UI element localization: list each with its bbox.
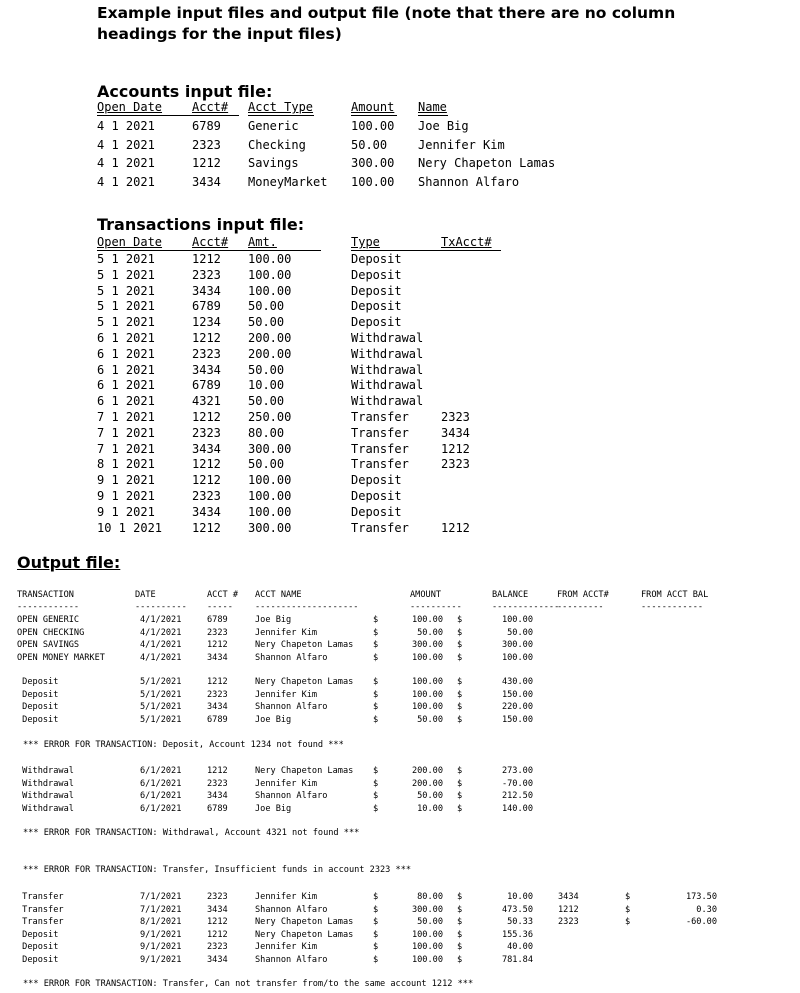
output-date: 5/1/2021	[140, 677, 182, 687]
table-cell-acct: 3434	[192, 504, 221, 519]
output-dollar: $	[373, 942, 379, 953]
table-cell-tx: 2323	[441, 410, 470, 424]
output-dollar: $	[373, 615, 379, 625]
table-cell-type: Deposit	[351, 267, 402, 282]
output-name: Shannon Alfaro	[255, 702, 328, 713]
output-acct: 6789	[207, 803, 228, 814]
output-dollar: $	[373, 803, 379, 814]
output-acct: 1212	[207, 929, 228, 940]
output-column-header: FROM ACCT#	[557, 590, 609, 600]
output-transaction: Deposit	[17, 929, 59, 940]
output-dollar: $	[457, 714, 463, 725]
table-cell-name: Jennifer Kim	[418, 137, 505, 152]
output-balance: 10.00	[507, 892, 533, 902]
output-dollar: $	[457, 791, 463, 802]
output-column-header: ACCT NAME	[255, 590, 302, 600]
table-cell-amt: 200.00	[248, 346, 292, 361]
output-amount: 300.00	[411, 904, 443, 915]
output-name: Nery Chapeton Lamas	[255, 766, 354, 776]
table-cell-amt: 300.00	[248, 441, 292, 456]
output-amount: 200.00	[411, 766, 443, 776]
output-date: 4/1/2021	[140, 640, 182, 651]
table-cell-date: 7 1 2021	[97, 425, 155, 440]
output-name: Joe Big	[255, 615, 292, 625]
output-dollar: $	[373, 904, 379, 915]
output-name: Shannon Alfaro	[255, 791, 328, 802]
output-header-rule: -------------	[492, 602, 560, 612]
table-cell-acct: 1234	[192, 315, 221, 330]
table-cell-amt: 80.00	[248, 425, 285, 440]
output-dollar: $	[457, 892, 463, 902]
table-cell-amt: 100.00	[248, 283, 292, 298]
column-header: Acct Type	[248, 100, 314, 114]
table-cell-type: Deposit	[351, 283, 402, 298]
table-cell-tx: 2323	[441, 457, 470, 472]
output-acct: 6789	[207, 615, 228, 625]
table-cell-date: 9 1 2021	[97, 489, 155, 503]
table-cell-acct: 4321	[192, 394, 221, 409]
table-cell-date: 9 1 2021	[97, 504, 155, 519]
table-cell-tx: 1212	[441, 441, 470, 456]
output-heading: Output file:	[17, 553, 121, 572]
output-transaction: Deposit	[17, 955, 59, 965]
output-dollar: $	[373, 892, 379, 902]
output-dollar: $	[457, 778, 463, 789]
table-cell-date: 5 1 2021	[97, 299, 155, 314]
header-rule	[418, 115, 448, 116]
output-dollar: $	[373, 955, 379, 965]
output-dollar: $	[373, 929, 379, 940]
output-name: Nery Chapeton Lamas	[255, 640, 354, 651]
output-date: 6/1/2021	[140, 778, 182, 789]
table-cell-type: Transfer	[351, 457, 409, 472]
column-header: Open Date	[97, 235, 163, 249]
output-name: Nery Chapeton Lamas	[255, 929, 354, 940]
output-date: 8/1/2021	[140, 917, 182, 928]
output-header-rule: ----------	[410, 602, 462, 612]
output-from-acct: 2323	[558, 917, 579, 928]
output-amount: 50.00	[417, 791, 443, 802]
table-cell-amt: 100.00	[248, 489, 292, 503]
output-amount: 100.00	[411, 677, 443, 687]
table-cell-amt: 100.00	[248, 473, 292, 488]
output-transaction: Withdrawal	[17, 803, 74, 814]
table-cell-amt: 50.00	[248, 457, 285, 472]
output-balance: 781.84	[501, 955, 533, 965]
output-dollar: $	[625, 917, 631, 928]
output-amount: 100.00	[411, 942, 443, 953]
table-cell-acct: 1212	[192, 457, 221, 472]
header-rule	[351, 250, 501, 251]
column-header: Amt.	[248, 235, 277, 249]
column-header: Acct#	[192, 235, 229, 249]
output-dollar: $	[373, 652, 379, 663]
output-dollar: $	[457, 803, 463, 814]
output-balance: 300.00	[501, 640, 533, 651]
output-transaction: Withdrawal	[17, 778, 74, 789]
output-amount: 100.00	[411, 929, 443, 940]
header-rule	[248, 115, 314, 116]
output-acct: 3434	[207, 904, 228, 915]
output-balance: 100.00	[501, 652, 533, 663]
table-cell-date: 5 1 2021	[97, 267, 155, 282]
table-cell-date: 4 1 2021	[97, 137, 155, 152]
output-acct: 2323	[207, 942, 228, 953]
output-amount: 50.00	[417, 917, 443, 928]
table-cell-date: 7 1 2021	[97, 441, 155, 456]
table-cell-acct: 2323	[192, 267, 221, 282]
table-cell-type: Withdrawal	[351, 378, 424, 393]
output-name: Jennifer Kim	[255, 627, 318, 638]
table-cell-acct: 6789	[192, 378, 221, 393]
table-cell-type: Deposit	[351, 299, 402, 314]
output-date: 7/1/2021	[140, 892, 182, 902]
output-acct: 3434	[207, 702, 228, 713]
output-transaction: OPEN CHECKING	[17, 627, 85, 638]
output-transaction: OPEN SAVINGS	[17, 640, 80, 651]
table-cell-amt: 250.00	[248, 410, 292, 424]
table-cell-acct: 3434	[192, 283, 221, 298]
table-cell-amount: 100.00	[351, 174, 395, 189]
output-acct: 2323	[207, 689, 228, 700]
output-balance: 100.00	[501, 615, 533, 625]
table-cell-date: 5 1 2021	[97, 252, 155, 266]
table-cell-date: 5 1 2021	[97, 283, 155, 298]
output-balance: 155.36	[501, 929, 533, 940]
output-acct: 1212	[207, 677, 228, 687]
column-header: Name	[418, 100, 447, 114]
output-acct: 3434	[207, 791, 228, 802]
output-dollar: $	[373, 627, 379, 638]
output-amount: 100.00	[411, 702, 443, 713]
table-cell-date: 8 1 2021	[97, 457, 155, 472]
output-balance: 212.50	[501, 791, 533, 802]
output-amount: 200.00	[411, 778, 443, 789]
table-cell-type: Deposit	[351, 504, 402, 519]
output-dollar: $	[457, 942, 463, 953]
output-amount: 80.00	[417, 892, 443, 902]
table-cell-name: Shannon Alfaro	[418, 174, 520, 189]
output-date: 6/1/2021	[140, 791, 182, 802]
table-cell-type: Deposit	[351, 252, 402, 266]
table-cell-type: Deposit	[351, 315, 402, 330]
output-column-header: ACCT #	[207, 590, 239, 600]
output-balance: 40.00	[507, 942, 533, 953]
output-acct: 2323	[207, 778, 228, 789]
output-transaction: Transfer	[17, 917, 64, 928]
table-cell-date: 6 1 2021	[97, 378, 155, 393]
output-name: Jennifer Kim	[255, 778, 318, 789]
table-cell-date: 4 1 2021	[97, 156, 155, 170]
table-cell-type: Transfer	[351, 410, 409, 424]
output-amount: 50.00	[417, 627, 443, 638]
table-cell-date: 7 1 2021	[97, 410, 155, 424]
output-date: 4/1/2021	[140, 615, 182, 625]
output-transaction: Withdrawal	[17, 766, 74, 776]
table-cell-acct: 3434	[192, 174, 221, 189]
output-dollar: $	[457, 929, 463, 940]
output-dollar: $	[625, 904, 631, 915]
output-acct: 2323	[207, 627, 228, 638]
column-header: Amount	[351, 100, 395, 114]
output-transaction: Transfer	[17, 904, 64, 915]
table-cell-type: MoneyMarket	[248, 174, 328, 189]
output-dollar: $	[373, 677, 379, 687]
output-dollar: $	[457, 640, 463, 651]
output-from-bal: 173.50	[685, 892, 717, 902]
table-cell-acct: 1212	[192, 252, 221, 266]
table-cell-amt: 200.00	[248, 331, 292, 345]
output-date: 4/1/2021	[140, 627, 182, 638]
output-date: 5/1/2021	[140, 714, 182, 725]
output-transaction: Deposit	[17, 677, 59, 687]
output-dollar: $	[373, 791, 379, 802]
page-title: Example input files and output file (note that there are no column headings for the input files)	[97, 4, 676, 43]
output-dollar: $	[373, 917, 379, 928]
table-cell-type: Transfer	[351, 520, 409, 535]
column-header: Acct#	[192, 100, 229, 114]
output-amount: 50.00	[417, 714, 443, 725]
output-transaction: OPEN GENERIC	[17, 615, 80, 625]
output-transaction: Withdrawal	[17, 791, 74, 802]
header-rule	[351, 115, 397, 116]
output-acct: 2323	[207, 892, 228, 902]
output-header-rule: --------------------	[255, 602, 359, 612]
table-cell-name: Joe Big	[418, 119, 469, 133]
output-date: 9/1/2021	[140, 955, 182, 965]
output-dollar: $	[457, 702, 463, 713]
table-cell-date: 5 1 2021	[97, 315, 155, 330]
table-cell-amt: 300.00	[248, 520, 292, 535]
output-name: Shannon Alfaro	[255, 955, 328, 965]
output-transaction: Deposit	[17, 689, 59, 700]
table-cell-acct: 2323	[192, 137, 221, 152]
output-dollar: $	[457, 689, 463, 700]
output-dollar: $	[373, 702, 379, 713]
output-from-bal: 0.30	[696, 904, 717, 915]
table-cell-acct: 2323	[192, 346, 221, 361]
output-name: Jennifer Kim	[255, 689, 318, 700]
output-header-rule: ----------	[135, 602, 187, 612]
table-cell-date: 6 1 2021	[97, 346, 155, 361]
table-cell-acct: 1212	[192, 473, 221, 488]
output-date: 5/1/2021	[140, 689, 182, 700]
output-amount: 100.00	[411, 955, 443, 965]
table-cell-date: 10 1 2021	[97, 520, 163, 535]
table-cell-acct: 6789	[192, 119, 221, 133]
table-cell-amt: 10.00	[248, 378, 285, 393]
output-balance: -70.00	[501, 778, 533, 789]
output-balance: 473.50	[501, 904, 533, 915]
output-name: Nery Chapeton Lamas	[255, 917, 354, 928]
output-transaction: Deposit	[17, 714, 59, 725]
table-cell-name: Nery Chapeton Lamas	[418, 156, 556, 170]
column-header: TxAcct#	[441, 235, 492, 249]
output-acct: 1212	[207, 917, 228, 928]
output-balance: 50.00	[507, 627, 533, 638]
table-cell-acct: 1212	[192, 156, 221, 170]
table-cell-amt: 100.00	[248, 504, 292, 519]
output-balance: 273.00	[501, 766, 533, 776]
output-date: 9/1/2021	[140, 942, 182, 953]
output-balance: 150.00	[501, 689, 533, 700]
table-cell-acct: 6789	[192, 299, 221, 314]
output-dollar: $	[457, 627, 463, 638]
output-dollar: $	[457, 955, 463, 965]
error-message: *** ERROR FOR TRANSACTION: Transfer, Can not transfer from/to the same account 1212 ***	[23, 979, 474, 989]
output-from-acct: 1212	[558, 904, 579, 915]
table-cell-date: 6 1 2021	[97, 394, 155, 409]
output-column-header: TRANSACTION	[17, 590, 74, 600]
table-cell-acct: 2323	[192, 489, 221, 503]
output-balance: 140.00	[501, 803, 533, 814]
table-cell-tx: 3434	[441, 425, 470, 440]
output-date: 5/1/2021	[140, 702, 182, 713]
output-dollar: $	[457, 917, 463, 928]
table-cell-type: Withdrawal	[351, 331, 424, 345]
column-header: Open Date	[97, 100, 163, 114]
output-dollar: $	[373, 640, 379, 651]
output-header-rule: -----	[207, 602, 233, 612]
output-name: Jennifer Kim	[255, 942, 318, 953]
table-cell-type: Checking	[248, 137, 306, 152]
table-cell-type: Withdrawal	[351, 362, 424, 377]
output-dollar: $	[457, 904, 463, 915]
output-column-header: DATE	[135, 590, 156, 600]
column-header: Type	[351, 235, 380, 249]
table-cell-amount: 100.00	[351, 119, 395, 133]
header-rule	[97, 115, 239, 116]
transactions-heading: Transactions input file:	[97, 215, 305, 234]
output-balance: 50.33	[507, 917, 533, 928]
table-cell-acct: 3434	[192, 441, 221, 456]
output-dollar: $	[625, 892, 631, 902]
output-column-header: FROM ACCT BAL	[641, 590, 709, 600]
output-dollar: $	[373, 766, 379, 776]
output-dollar: $	[373, 689, 379, 700]
table-cell-type: Withdrawal	[351, 346, 424, 361]
output-balance: 150.00	[501, 714, 533, 725]
table-cell-amt: 50.00	[248, 299, 285, 314]
output-name: Shannon Alfaro	[255, 652, 328, 663]
output-name: Joe Big	[255, 714, 292, 725]
output-transaction: Deposit	[17, 942, 59, 953]
output-acct: 1212	[207, 640, 228, 651]
header-rule	[97, 250, 321, 251]
table-cell-date: 6 1 2021	[97, 362, 155, 377]
table-cell-acct: 1212	[192, 520, 221, 535]
accounts-heading: Accounts input file:	[97, 82, 273, 101]
table-cell-acct: 2323	[192, 425, 221, 440]
table-cell-acct: 3434	[192, 362, 221, 377]
output-amount: 100.00	[411, 689, 443, 700]
table-cell-amount: 300.00	[351, 156, 395, 170]
table-cell-tx: 1212	[441, 520, 470, 535]
output-amount: 100.00	[411, 615, 443, 625]
output-date: 9/1/2021	[140, 929, 182, 940]
output-amount: 100.00	[411, 652, 443, 663]
output-dollar: $	[457, 677, 463, 687]
output-name: Shannon Alfaro	[255, 904, 328, 915]
table-cell-amt: 50.00	[248, 394, 285, 409]
output-acct: 3434	[207, 652, 228, 663]
output-dollar: $	[457, 766, 463, 776]
table-cell-type: Deposit	[351, 473, 402, 488]
output-header-rule: ------------	[641, 602, 704, 612]
output-column-header: BALANCE	[492, 590, 529, 600]
table-cell-type: Withdrawal	[351, 394, 424, 409]
output-column-header: AMOUNT	[410, 590, 442, 600]
table-cell-acct: 1212	[192, 410, 221, 424]
table-cell-date: 6 1 2021	[97, 331, 155, 345]
output-transaction: Deposit	[17, 702, 59, 713]
error-message: *** ERROR FOR TRANSACTION: Transfer, Insufficient funds in account 2323 ***	[23, 865, 412, 875]
output-header-rule: ------------	[17, 602, 80, 612]
error-message: *** ERROR FOR TRANSACTION: Withdrawal, Account 4321 not found ***	[23, 828, 360, 838]
output-from-bal: -60.00	[685, 917, 717, 928]
output-balance: 430.00	[501, 677, 533, 687]
output-dollar: $	[373, 714, 379, 725]
output-amount: 300.00	[411, 640, 443, 651]
output-date: 6/1/2021	[140, 766, 182, 776]
table-cell-amount: 50.00	[351, 137, 388, 152]
table-cell-acct: 1212	[192, 331, 221, 345]
output-amount: 10.00	[417, 803, 443, 814]
output-acct: 1212	[207, 766, 228, 776]
table-cell-type: Deposit	[351, 489, 402, 503]
output-transaction: Transfer	[17, 892, 64, 902]
table-cell-amt: 50.00	[248, 315, 285, 330]
output-dollar: $	[373, 778, 379, 789]
table-cell-amt: 100.00	[248, 252, 292, 266]
table-cell-amt: 100.00	[248, 267, 292, 282]
output-balance: 220.00	[501, 702, 533, 713]
output-name: Joe Big	[255, 803, 292, 814]
table-cell-date: 4 1 2021	[97, 174, 155, 189]
table-cell-date: 9 1 2021	[97, 473, 155, 488]
table-cell-type: Savings	[248, 156, 299, 170]
output-acct: 3434	[207, 955, 228, 965]
output-name: Nery Chapeton Lamas	[255, 677, 354, 687]
output-dollar: $	[457, 615, 463, 625]
output-transaction: OPEN MONEY MARKET	[17, 652, 105, 663]
output-acct: 6789	[207, 714, 228, 725]
output-dollar: $	[457, 652, 463, 663]
output-name: Jennifer Kim	[255, 892, 318, 902]
table-cell-type: Generic	[248, 119, 299, 133]
output-date: 4/1/2021	[140, 652, 182, 663]
output-date: 7/1/2021	[140, 904, 182, 915]
table-cell-type: Transfer	[351, 441, 409, 456]
table-cell-type: Transfer	[351, 425, 409, 440]
output-date: 6/1/2021	[140, 803, 182, 814]
table-cell-date: 4 1 2021	[97, 119, 155, 133]
error-message: *** ERROR FOR TRANSACTION: Deposit, Account 1234 not found ***	[23, 740, 344, 750]
table-cell-amt: 50.00	[248, 362, 285, 377]
output-from-acct: 3434	[558, 892, 579, 902]
output-header-rule: ---------	[557, 602, 604, 612]
